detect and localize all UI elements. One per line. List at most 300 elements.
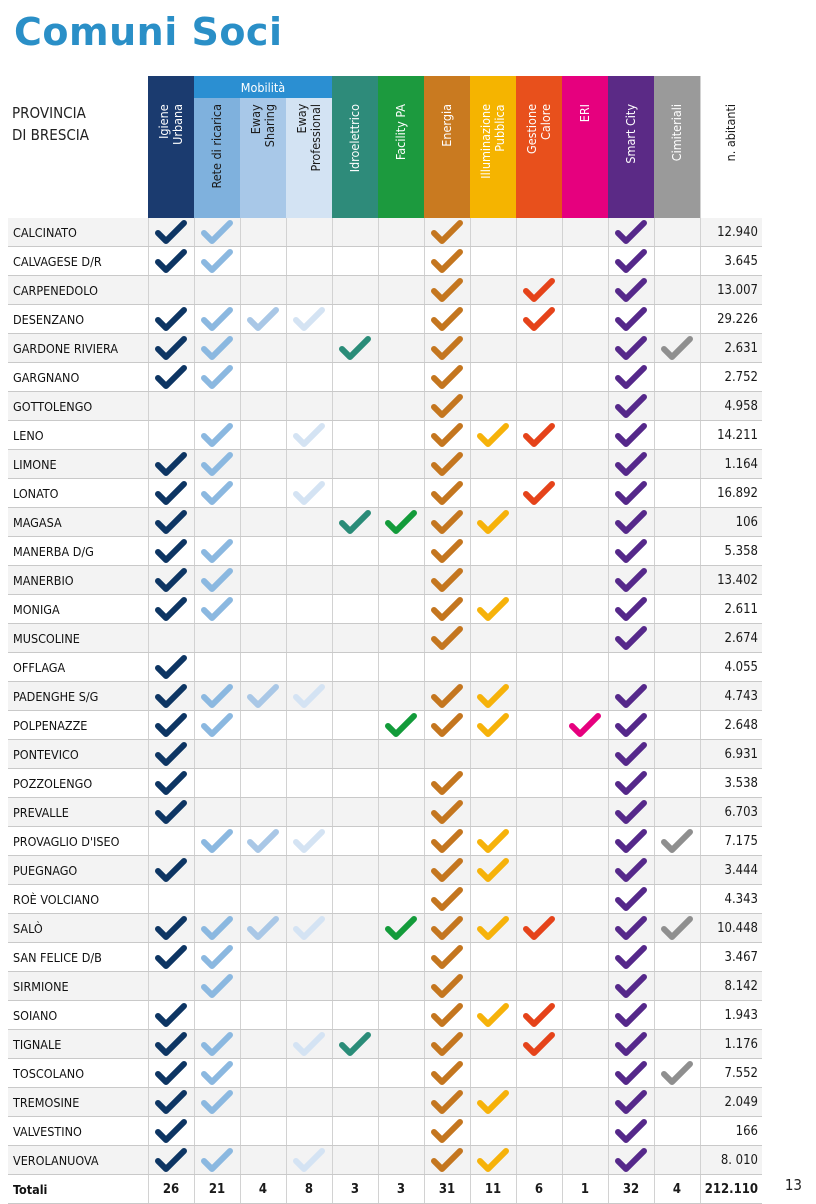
- cell-energia: [424, 856, 470, 885]
- cell-energia: [424, 479, 470, 508]
- cell-rete: [194, 392, 240, 421]
- cell-facility: [378, 885, 424, 914]
- population-value: 16.892: [700, 479, 762, 508]
- checkmark-icon: [154, 1031, 188, 1057]
- cell-rete: [194, 856, 240, 885]
- cell-energia: [424, 392, 470, 421]
- cell-energia: [424, 624, 470, 653]
- cell-energia: [424, 682, 470, 711]
- cell-cimiteriali: [654, 334, 700, 363]
- cell-energia: [424, 1146, 470, 1175]
- mobility-group-header: Mobilità: [194, 76, 332, 98]
- cell-cimiteriali: [654, 508, 700, 537]
- checkmark-icon: [154, 509, 188, 535]
- cell-smart: [608, 595, 654, 624]
- population-value: 6.931: [700, 740, 762, 769]
- checkmark-icon: [614, 364, 648, 390]
- cell-igiene: [148, 421, 194, 450]
- column-header-label: Igiene Urbana: [156, 104, 185, 145]
- cell-eri: [562, 392, 608, 421]
- checkmark-icon: [430, 915, 464, 941]
- cell-eri: [562, 450, 608, 479]
- population-value: 1.943: [700, 1001, 762, 1030]
- checkmark-icon: [200, 538, 234, 564]
- cell-igiene: [148, 682, 194, 711]
- page-number: 13: [784, 1176, 802, 1194]
- cell-energia: [424, 711, 470, 740]
- cell-energia: [424, 740, 470, 769]
- cell-rete: [194, 450, 240, 479]
- table-row: [8, 798, 762, 827]
- cell-calore: [516, 334, 562, 363]
- cell-eri: [562, 276, 608, 305]
- population-value: 1.176: [700, 1030, 762, 1059]
- cell-illuminazione: [470, 1001, 516, 1030]
- header-cap-energia: [424, 76, 470, 98]
- cell-energia: [424, 972, 470, 1001]
- cell-eri: [562, 972, 608, 1001]
- checkmark-icon: [476, 857, 510, 883]
- cell-igiene: [148, 247, 194, 276]
- column-header-sharing: [240, 98, 286, 218]
- population-value: 3.467: [700, 943, 762, 972]
- cell-facility: [378, 421, 424, 450]
- checkmark-icon: [430, 364, 464, 390]
- municipality-name: MANERBA D/G: [8, 537, 148, 566]
- table-row: [8, 508, 762, 537]
- checkmark-icon: [200, 248, 234, 274]
- cell-smart: [608, 1088, 654, 1117]
- municipality-name: CALCINATO: [8, 218, 148, 247]
- checkmark-icon: [614, 828, 648, 854]
- checkmark-icon: [430, 712, 464, 738]
- cell-cimiteriali: [654, 305, 700, 334]
- municipality-name: PONTEVICO: [8, 740, 148, 769]
- cell-cimiteriali: [654, 537, 700, 566]
- cell-illuminazione: [470, 914, 516, 943]
- population-header-label: n. abitanti: [723, 104, 739, 162]
- cell-illuminazione: [470, 334, 516, 363]
- total-illuminazione: 11: [470, 1175, 516, 1204]
- checkmark-icon: [200, 683, 234, 709]
- cell-professional: [286, 711, 332, 740]
- cell-rete: [194, 827, 240, 856]
- cell-eri: [562, 363, 608, 392]
- cell-eri: [562, 827, 608, 856]
- population-value: 166: [700, 1117, 762, 1146]
- checkmark-icon: [292, 683, 326, 709]
- cell-illuminazione: [470, 218, 516, 247]
- table-row: [8, 1059, 762, 1088]
- table-row: [8, 682, 762, 711]
- cell-eri: [562, 885, 608, 914]
- cell-energia: [424, 305, 470, 334]
- checkmark-icon: [476, 596, 510, 622]
- cell-idro: [332, 1001, 378, 1030]
- cell-sharing: [240, 972, 286, 1001]
- cell-igiene: [148, 1088, 194, 1117]
- cell-sharing: [240, 305, 286, 334]
- municipality-name: TREMOSINE: [8, 1088, 148, 1117]
- checkmark-icon: [614, 1060, 648, 1086]
- population-value: 2.611: [700, 595, 762, 624]
- cell-cimiteriali: [654, 711, 700, 740]
- cell-idro: [332, 247, 378, 276]
- checkmark-icon: [246, 915, 280, 941]
- cell-eri: [562, 508, 608, 537]
- population-value: 2.648: [700, 711, 762, 740]
- cell-calore: [516, 740, 562, 769]
- table-row: [8, 450, 762, 479]
- cell-cimiteriali: [654, 827, 700, 856]
- checkmark-icon: [292, 828, 326, 854]
- cell-rete: [194, 653, 240, 682]
- cell-facility: [378, 1088, 424, 1117]
- cell-sharing: [240, 682, 286, 711]
- municipality-name: MANERBIO: [8, 566, 148, 595]
- cell-energia: [424, 769, 470, 798]
- cell-smart: [608, 537, 654, 566]
- checkmark-icon: [430, 219, 464, 245]
- cell-calore: [516, 421, 562, 450]
- municipality-name: VALVESTINO: [8, 1117, 148, 1146]
- cell-rete: [194, 1059, 240, 1088]
- cell-idro: [332, 1088, 378, 1117]
- total-smart: 32: [608, 1175, 654, 1204]
- checkmark-icon: [522, 1002, 556, 1028]
- cell-igiene: [148, 218, 194, 247]
- cell-professional: [286, 595, 332, 624]
- checkmark-icon: [200, 567, 234, 593]
- checkmark-icon: [430, 1118, 464, 1144]
- cell-professional: [286, 247, 332, 276]
- cell-calore: [516, 856, 562, 885]
- cell-smart: [608, 1059, 654, 1088]
- cell-idro: [332, 450, 378, 479]
- cell-smart: [608, 247, 654, 276]
- checkmark-icon: [430, 422, 464, 448]
- checkmark-icon: [154, 654, 188, 680]
- cell-calore: [516, 392, 562, 421]
- checkmark-icon: [200, 1089, 234, 1115]
- column-header-label: ERI: [577, 104, 592, 123]
- cell-sharing: [240, 740, 286, 769]
- cell-cimiteriali: [654, 479, 700, 508]
- cell-professional: [286, 1059, 332, 1088]
- checkmark-icon: [154, 248, 188, 274]
- column-header-label: Idroelettrico: [347, 104, 362, 173]
- cell-idro: [332, 769, 378, 798]
- cell-idro: [332, 276, 378, 305]
- checkmark-icon: [430, 944, 464, 970]
- cell-cimiteriali: [654, 972, 700, 1001]
- checkmark-icon: [430, 770, 464, 796]
- checkmark-icon: [522, 422, 556, 448]
- checkmark-icon: [614, 1089, 648, 1115]
- cell-calore: [516, 624, 562, 653]
- table-row: [8, 566, 762, 595]
- cell-cimiteriali: [654, 798, 700, 827]
- cell-illuminazione: [470, 827, 516, 856]
- checkmark-icon: [246, 828, 280, 854]
- cell-cimiteriali: [654, 653, 700, 682]
- municipality-name: LIMONE: [8, 450, 148, 479]
- header-spacer: [8, 76, 148, 98]
- cell-igiene: [148, 1059, 194, 1088]
- checkmark-icon: [476, 1002, 510, 1028]
- cell-smart: [608, 740, 654, 769]
- cell-rete: [194, 595, 240, 624]
- column-header-label: Smart City: [623, 104, 638, 164]
- checkmark-icon: [154, 567, 188, 593]
- cell-igiene: [148, 653, 194, 682]
- population-value: 6.703: [700, 798, 762, 827]
- checkmark-icon: [200, 944, 234, 970]
- cell-igiene: [148, 305, 194, 334]
- cell-smart: [608, 653, 654, 682]
- cell-facility: [378, 392, 424, 421]
- checkmark-icon: [522, 915, 556, 941]
- cell-eri: [562, 1146, 608, 1175]
- cell-igiene: [148, 972, 194, 1001]
- column-header-label: Gestione Calore: [524, 104, 553, 154]
- cell-professional: [286, 769, 332, 798]
- cell-sharing: [240, 885, 286, 914]
- table-row: [8, 479, 762, 508]
- checkmark-icon: [660, 335, 694, 361]
- cell-smart: [608, 305, 654, 334]
- cell-idro: [332, 479, 378, 508]
- cell-cimiteriali: [654, 740, 700, 769]
- cell-sharing: [240, 624, 286, 653]
- cell-idro: [332, 856, 378, 885]
- checkmark-icon: [614, 219, 648, 245]
- column-header-professional: [286, 98, 332, 218]
- population-value: 8. 010: [700, 1146, 762, 1175]
- cell-igiene: [148, 914, 194, 943]
- checkmark-icon: [292, 1031, 326, 1057]
- cell-professional: [286, 798, 332, 827]
- cell-sharing: [240, 537, 286, 566]
- cell-professional: [286, 1088, 332, 1117]
- totals-row: [8, 1175, 762, 1204]
- municipality-name: POZZOLENGO: [8, 769, 148, 798]
- table-row: [8, 276, 762, 305]
- table-row: [8, 653, 762, 682]
- total-calore: 6: [516, 1175, 562, 1204]
- cell-sharing: [240, 856, 286, 885]
- totals-label: Totali: [8, 1175, 148, 1204]
- total-idro: 3: [332, 1175, 378, 1204]
- checkmark-icon: [614, 799, 648, 825]
- cell-cimiteriali: [654, 943, 700, 972]
- cell-facility: [378, 914, 424, 943]
- checkmark-icon: [154, 335, 188, 361]
- cell-smart: [608, 508, 654, 537]
- checkmark-icon: [154, 799, 188, 825]
- municipality-name: SAN FELICE D/B: [8, 943, 148, 972]
- cell-igiene: [148, 508, 194, 537]
- table-row: [8, 769, 762, 798]
- cell-illuminazione: [470, 392, 516, 421]
- cell-energia: [424, 508, 470, 537]
- cell-energia: [424, 943, 470, 972]
- cell-smart: [608, 856, 654, 885]
- table-row: [8, 885, 762, 914]
- cell-rete: [194, 1146, 240, 1175]
- checkmark-icon: [338, 335, 372, 361]
- checkmark-icon: [614, 770, 648, 796]
- table-row: [8, 421, 762, 450]
- cell-idro: [332, 392, 378, 421]
- cell-calore: [516, 885, 562, 914]
- cell-energia: [424, 798, 470, 827]
- checkmark-icon: [292, 306, 326, 332]
- page-title: Comuni Soci: [14, 10, 283, 54]
- cell-sharing: [240, 1030, 286, 1059]
- cell-rete: [194, 624, 240, 653]
- checkmark-icon: [154, 538, 188, 564]
- cell-idro: [332, 1059, 378, 1088]
- checkmark-icon: [614, 277, 648, 303]
- cell-cimiteriali: [654, 1117, 700, 1146]
- cell-rete: [194, 972, 240, 1001]
- checkmark-icon: [430, 1089, 464, 1115]
- cell-rete: [194, 1088, 240, 1117]
- cell-igiene: [148, 450, 194, 479]
- cell-idro: [332, 508, 378, 537]
- cell-smart: [608, 943, 654, 972]
- checkmark-icon: [430, 480, 464, 506]
- cell-professional: [286, 827, 332, 856]
- cell-calore: [516, 972, 562, 1001]
- cell-facility: [378, 479, 424, 508]
- cell-facility: [378, 856, 424, 885]
- header-cap-illuminazione: [470, 76, 516, 98]
- population-value: 8.142: [700, 972, 762, 1001]
- cell-rete: [194, 479, 240, 508]
- column-header-label: Facility PA: [393, 104, 408, 161]
- checkmark-icon: [430, 799, 464, 825]
- table-row: [8, 624, 762, 653]
- column-header-igiene: [148, 98, 194, 218]
- cell-professional: [286, 450, 332, 479]
- checkmark-icon: [384, 712, 418, 738]
- cell-idro: [332, 1117, 378, 1146]
- municipality-name: POLPENAZZE: [8, 711, 148, 740]
- cell-igiene: [148, 566, 194, 595]
- column-header-eri: [562, 98, 608, 218]
- cell-illuminazione: [470, 682, 516, 711]
- total-rete: 21: [194, 1175, 240, 1204]
- column-header-label: Energia: [439, 104, 454, 147]
- cell-sharing: [240, 334, 286, 363]
- cell-energia: [424, 595, 470, 624]
- checkmark-icon: [614, 683, 648, 709]
- checkmark-icon: [154, 364, 188, 390]
- cell-illuminazione: [470, 653, 516, 682]
- column-header-label: Rete di ricarica: [209, 104, 224, 189]
- cell-calore: [516, 218, 562, 247]
- municipality-name: VEROLANUOVA: [8, 1146, 148, 1175]
- cell-idro: [332, 827, 378, 856]
- cell-eri: [562, 624, 608, 653]
- cell-professional: [286, 1030, 332, 1059]
- header-cap-facility: [378, 76, 424, 98]
- cell-smart: [608, 624, 654, 653]
- checkmark-icon: [200, 219, 234, 245]
- municipality-name: SIRMIONE: [8, 972, 148, 1001]
- checkmark-icon: [614, 538, 648, 564]
- municipality-name: OFFLAGA: [8, 653, 148, 682]
- municipality-name: GOTTOLENGO: [8, 392, 148, 421]
- column-header-label: Illuminazione Pubblica: [478, 104, 507, 179]
- population-value: 4.958: [700, 392, 762, 421]
- cell-eri: [562, 856, 608, 885]
- cell-illuminazione: [470, 856, 516, 885]
- checkmark-icon: [614, 422, 648, 448]
- cell-idro: [332, 595, 378, 624]
- cell-illuminazione: [470, 450, 516, 479]
- cell-idro: [332, 566, 378, 595]
- cell-eri: [562, 1059, 608, 1088]
- checkmark-icon: [430, 1002, 464, 1028]
- cell-professional: [286, 334, 332, 363]
- cell-smart: [608, 827, 654, 856]
- cell-rete: [194, 769, 240, 798]
- cell-calore: [516, 653, 562, 682]
- column-header-energia: [424, 98, 470, 218]
- cell-idro: [332, 943, 378, 972]
- cell-rete: [194, 421, 240, 450]
- cell-professional: [286, 508, 332, 537]
- cell-eri: [562, 1117, 608, 1146]
- province-label-line: PROVINCIA: [12, 104, 86, 122]
- cell-facility: [378, 740, 424, 769]
- population-value: 7.175: [700, 827, 762, 856]
- checkmark-icon: [384, 509, 418, 535]
- checkmark-icon: [614, 248, 648, 274]
- checkmark-icon: [200, 364, 234, 390]
- cell-professional: [286, 885, 332, 914]
- total-professional: 8: [286, 1175, 332, 1204]
- checkmark-icon: [430, 1031, 464, 1057]
- checkmark-icon: [246, 306, 280, 332]
- cell-energia: [424, 827, 470, 856]
- table-row: [8, 247, 762, 276]
- checkmark-icon: [246, 683, 280, 709]
- cell-cimiteriali: [654, 914, 700, 943]
- checkmark-icon: [476, 1089, 510, 1115]
- cell-sharing: [240, 1059, 286, 1088]
- municipality-name: DESENZANO: [8, 305, 148, 334]
- cell-igiene: [148, 276, 194, 305]
- checkmark-icon: [200, 451, 234, 477]
- cell-eri: [562, 711, 608, 740]
- cell-calore: [516, 363, 562, 392]
- checkmark-icon: [154, 451, 188, 477]
- cell-idro: [332, 914, 378, 943]
- municipality-name: CARPENEDOLO: [8, 276, 148, 305]
- population-value: 2.631: [700, 334, 762, 363]
- table-row: [8, 392, 762, 421]
- cell-smart: [608, 479, 654, 508]
- checkmark-icon: [614, 509, 648, 535]
- cell-energia: [424, 276, 470, 305]
- population-value: 3.645: [700, 247, 762, 276]
- municipality-name: MUSCOLINE: [8, 624, 148, 653]
- table-row: [8, 537, 762, 566]
